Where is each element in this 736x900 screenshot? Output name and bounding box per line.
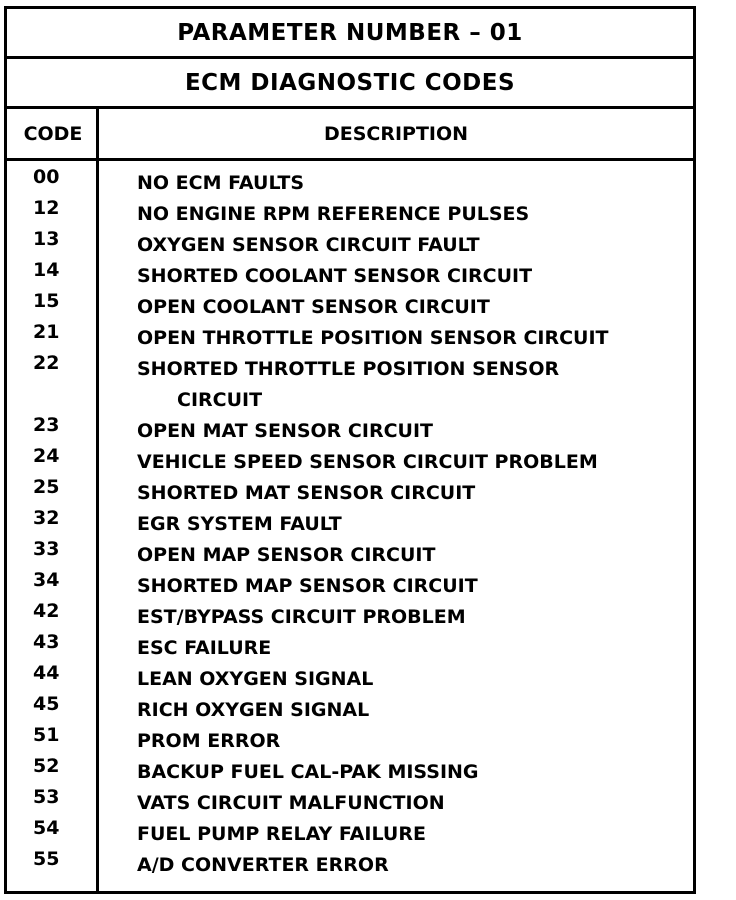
description-text: PROM ERROR <box>137 730 281 752</box>
description-text: NO ENGINE RPM REFERENCE PULSES <box>137 203 530 225</box>
description-cell <box>99 602 693 633</box>
table-row <box>7 850 693 881</box>
description-text: LEAN OXYGEN SIGNAL <box>137 668 374 690</box>
code-cell: 21 <box>33 321 60 343</box>
table-body <box>7 168 693 881</box>
table-title: PARAMETER NUMBER – 01 <box>7 9 693 59</box>
description-text: NO ECM FAULTS <box>137 172 305 194</box>
code-cell: 13 <box>33 228 60 250</box>
code-cell: 51 <box>33 724 60 746</box>
description-cell <box>99 447 693 478</box>
description-text: FUEL PUMP RELAY FAILURE <box>137 823 426 845</box>
code-cell: 24 <box>33 445 60 467</box>
code-cell: 25 <box>33 476 60 498</box>
description-text: VEHICLE SPEED SENSOR CIRCUIT PROBLEM <box>137 451 598 473</box>
description-text: OPEN COOLANT SENSOR CIRCUIT <box>137 296 490 318</box>
description-cell <box>99 199 693 230</box>
description-cell <box>99 261 693 292</box>
description-text: OPEN MAP SENSOR CIRCUIT <box>137 544 436 566</box>
description-cell <box>99 788 693 819</box>
code-cell: 52 <box>33 755 60 777</box>
description-text: SHORTED MAT SENSOR CIRCUIT <box>137 482 476 504</box>
code-cell: 33 <box>33 538 60 560</box>
description-text: EGR SYSTEM FAULT <box>137 513 342 535</box>
description-cell <box>99 292 693 323</box>
description-cell <box>99 478 693 509</box>
description-column-header: DESCRIPTION <box>323 122 469 145</box>
description-cell <box>99 323 693 354</box>
description-cell <box>99 540 693 571</box>
table-row <box>7 540 693 571</box>
table-row <box>7 292 693 323</box>
code-cell: 44 <box>33 662 60 684</box>
table-row <box>7 602 693 633</box>
description-cell <box>99 230 693 261</box>
description-cell <box>99 354 693 416</box>
description-text: SHORTED MAP SENSOR CIRCUIT <box>137 575 478 597</box>
description-text: A/D CONVERTER ERROR <box>137 854 389 876</box>
table-row <box>7 819 693 850</box>
code-cell: 22 <box>33 352 60 374</box>
code-cell: 32 <box>33 507 60 529</box>
description-text: RICH OXYGEN SIGNAL <box>137 699 370 721</box>
description-text: VATS CIRCUIT MALFUNCTION <box>137 792 445 814</box>
table-row <box>7 323 693 354</box>
code-cell: 43 <box>33 631 60 653</box>
code-cell: 14 <box>33 259 60 281</box>
description-text: ESC FAILURE <box>137 637 272 659</box>
description-cell <box>99 509 693 540</box>
table-row <box>7 571 693 602</box>
code-cell: 00 <box>33 166 60 188</box>
diagnostic-code-table <box>4 6 696 894</box>
code-cell: 54 <box>33 817 60 839</box>
description-cell <box>99 571 693 602</box>
description-cell <box>99 168 693 199</box>
table-row <box>7 199 693 230</box>
description-cell <box>99 819 693 850</box>
table-row <box>7 757 693 788</box>
table-row <box>7 447 693 478</box>
code-cell: 12 <box>33 197 60 219</box>
code-cell: 15 <box>33 290 60 312</box>
description-cell <box>99 633 693 664</box>
description-cell <box>99 695 693 726</box>
table-subtitle: ECM DIAGNOSTIC CODES <box>7 59 693 109</box>
code-cell: 55 <box>33 848 60 870</box>
description-cell <box>99 726 693 757</box>
code-cell: 53 <box>33 786 60 808</box>
table-row <box>7 168 693 199</box>
table-row <box>7 726 693 757</box>
code-column-header: CODE <box>23 122 83 145</box>
description-cell <box>99 850 693 881</box>
table-row <box>7 354 693 416</box>
description-text: BACKUP FUEL CAL-PAK MISSING <box>137 761 479 783</box>
table-row <box>7 230 693 261</box>
table-row <box>7 633 693 664</box>
table-row <box>7 509 693 540</box>
table-row <box>7 416 693 447</box>
table-row <box>7 261 693 292</box>
code-cell: 42 <box>33 600 60 622</box>
code-cell: 45 <box>33 693 60 715</box>
code-cell: 34 <box>33 569 60 591</box>
description-text: EST/BYPASS CIRCUIT PROBLEM <box>137 606 466 628</box>
code-cell: 23 <box>33 414 60 436</box>
description-text: SHORTED THROTTLE POSITION SENSOR <box>137 358 560 380</box>
description-text-continued: CIRCUIT <box>177 389 263 411</box>
table-row <box>7 478 693 509</box>
description-cell <box>99 416 693 447</box>
table-row <box>7 695 693 726</box>
description-text: SHORTED COOLANT SENSOR CIRCUIT <box>137 265 533 287</box>
description-text: OPEN THROTTLE POSITION SENSOR CIRCUIT <box>137 327 609 349</box>
description-text: OXYGEN SENSOR CIRCUIT FAULT <box>137 234 480 256</box>
description-text: OPEN MAT SENSOR CIRCUIT <box>137 420 433 442</box>
table-row <box>7 788 693 819</box>
description-cell <box>99 757 693 788</box>
table-row <box>7 664 693 695</box>
column-header-row <box>7 109 693 161</box>
description-cell <box>99 664 693 695</box>
